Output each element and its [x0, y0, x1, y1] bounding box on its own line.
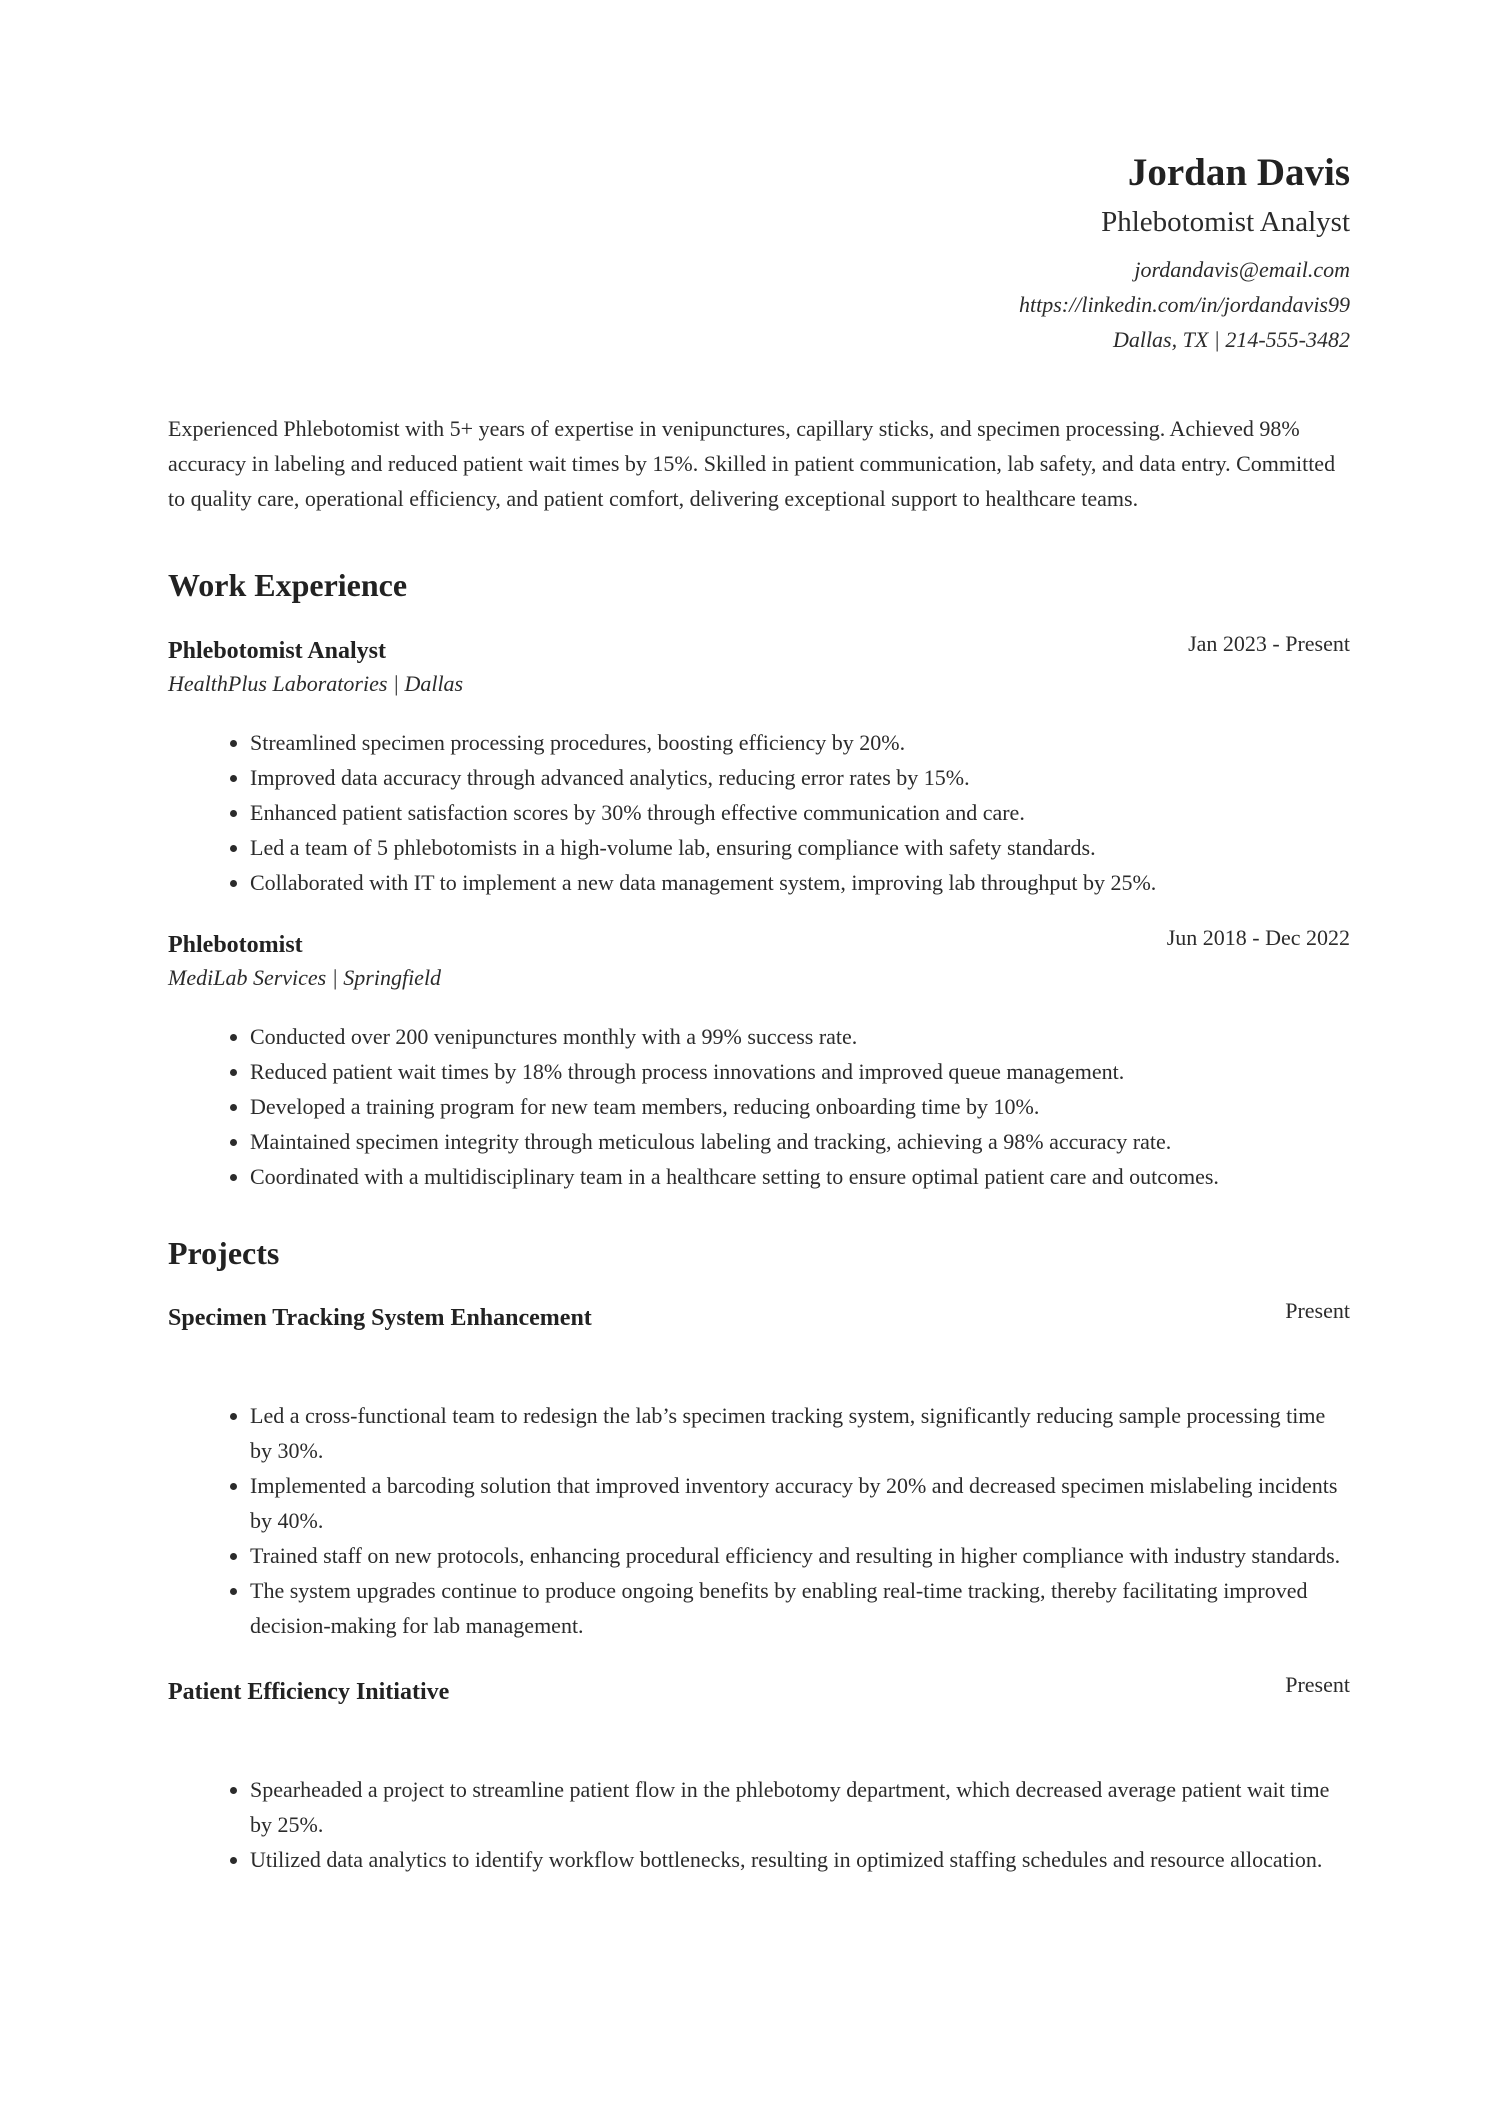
project-entry: [168, 1671, 1350, 1877]
summary-paragraph: Experienced Phlebotomist with 5+ years of expertise in venipunctures, capillary sticks, and specimen processing. Achieved 98% accuracy in labeling and reduced patient wait times by 15%. Skilled in patient communication, lab safety, and data entry. Committed to quality care, operational efficiency, and patient comfort, delivering exceptional support to healthcare teams.: [168, 415, 1336, 511]
project-date: Present: [1285, 1297, 1350, 1323]
bullet-item: • Maintained specimen integrity through meticulous labeling and tracking, achieving a 98% accuracy rate.: [250, 1124, 1350, 1159]
contact-email: jordandavis@email.com: [1134, 256, 1350, 282]
bullet-item: • Coordinated with a multidisciplinary team in a healthcare setting to ensure optimal patient care and outcomes.: [250, 1159, 1350, 1194]
contact-location-phone: Dallas, TX | 214-555-3482: [1112, 326, 1350, 352]
contact-block: [168, 252, 1350, 357]
project-title: Patient Efficiency Initiative: [168, 1678, 450, 1705]
bullet-item: • Developed a training program for new team members, reducing onboarding time by 10%.: [250, 1089, 1350, 1124]
bullet-item: • Spearheaded a project to streamline patient flow in the phlebotomy department, which decreased average patient wait time by 25%.: [250, 1772, 1350, 1842]
bullet-item: • The system upgrades continue to produce ongoing benefits by enabling real-time tracking, thereby facilitating improved decision-making for lab management.: [250, 1573, 1350, 1643]
project-bullets: [168, 1772, 1350, 1877]
bullet-item: • Collaborated with IT to implement a new data management system, improving lab throughput by 25%.: [250, 865, 1350, 900]
bullet-item: • Conducted over 200 venipunctures monthly with a 99% success rate.: [250, 1019, 1350, 1054]
bullet-item: • Reduced patient wait times by 18% through process innovations and improved queue management.: [250, 1054, 1350, 1089]
resume-header: [168, 150, 1350, 357]
job-title: Phlebotomist Analyst: [168, 637, 387, 664]
section-title-work-experience: Work Experience: [168, 566, 408, 603]
candidate-role: Phlebotomist Analyst: [1101, 205, 1350, 238]
project-entry: [168, 1297, 1350, 1643]
project-bullets: [168, 1398, 1350, 1643]
bullet-item: • Trained staff on new protocols, enhancing procedural efficiency and resulting in higher compliance with industry standards.: [250, 1538, 1350, 1573]
project-date: Present: [1285, 1671, 1350, 1697]
resume-page: [168, 150, 1350, 1877]
candidate-name: Jordan Davis: [1127, 151, 1350, 194]
section-title-projects: Projects: [168, 1235, 280, 1272]
bullet-item: • Implemented a barcoding solution that improved inventory accuracy by 20% and decreased specimen mislabeling incidents by 40%.: [250, 1468, 1350, 1538]
bullet-item: • Utilized data analytics to identify workflow bottlenecks, resulting in optimized staffing schedules and resource allocation.: [250, 1842, 1350, 1877]
job-date: Jun 2018 - Dec 2022: [1166, 925, 1350, 951]
bullet-item: • Streamlined specimen processing procedures, boosting efficiency by 20%.: [250, 725, 1350, 760]
project-title: Specimen Tracking System Enhancement: [168, 1304, 592, 1331]
job-bullets: [168, 1019, 1350, 1194]
job-date: Jan 2023 - Present: [1188, 630, 1350, 656]
job-entry: [168, 925, 1350, 1194]
bullet-item: • Improved data accuracy through advanced analytics, reducing error rates by 15%.: [250, 760, 1350, 795]
bullet-item: • Led a team of 5 phlebotomists in a high-volume lab, ensuring compliance with safety standards.: [250, 830, 1350, 865]
bullet-item: • Enhanced patient satisfaction scores by 30% through effective communication and care.: [250, 795, 1350, 830]
job-bullets: [168, 725, 1350, 900]
job-company: HealthPlus Laboratories | Dallas: [168, 671, 464, 697]
job-title: Phlebotomist: [168, 932, 303, 959]
job-company: MediLab Services | Springfield: [168, 965, 442, 991]
job-entry: [168, 630, 1350, 900]
contact-linkedin: https://linkedin.com/in/jordandavis99: [1019, 291, 1350, 317]
bullet-item: • Led a cross-functional team to redesign the lab’s specimen tracking system, significantly reducing sample processing time by 30%.: [250, 1398, 1350, 1468]
